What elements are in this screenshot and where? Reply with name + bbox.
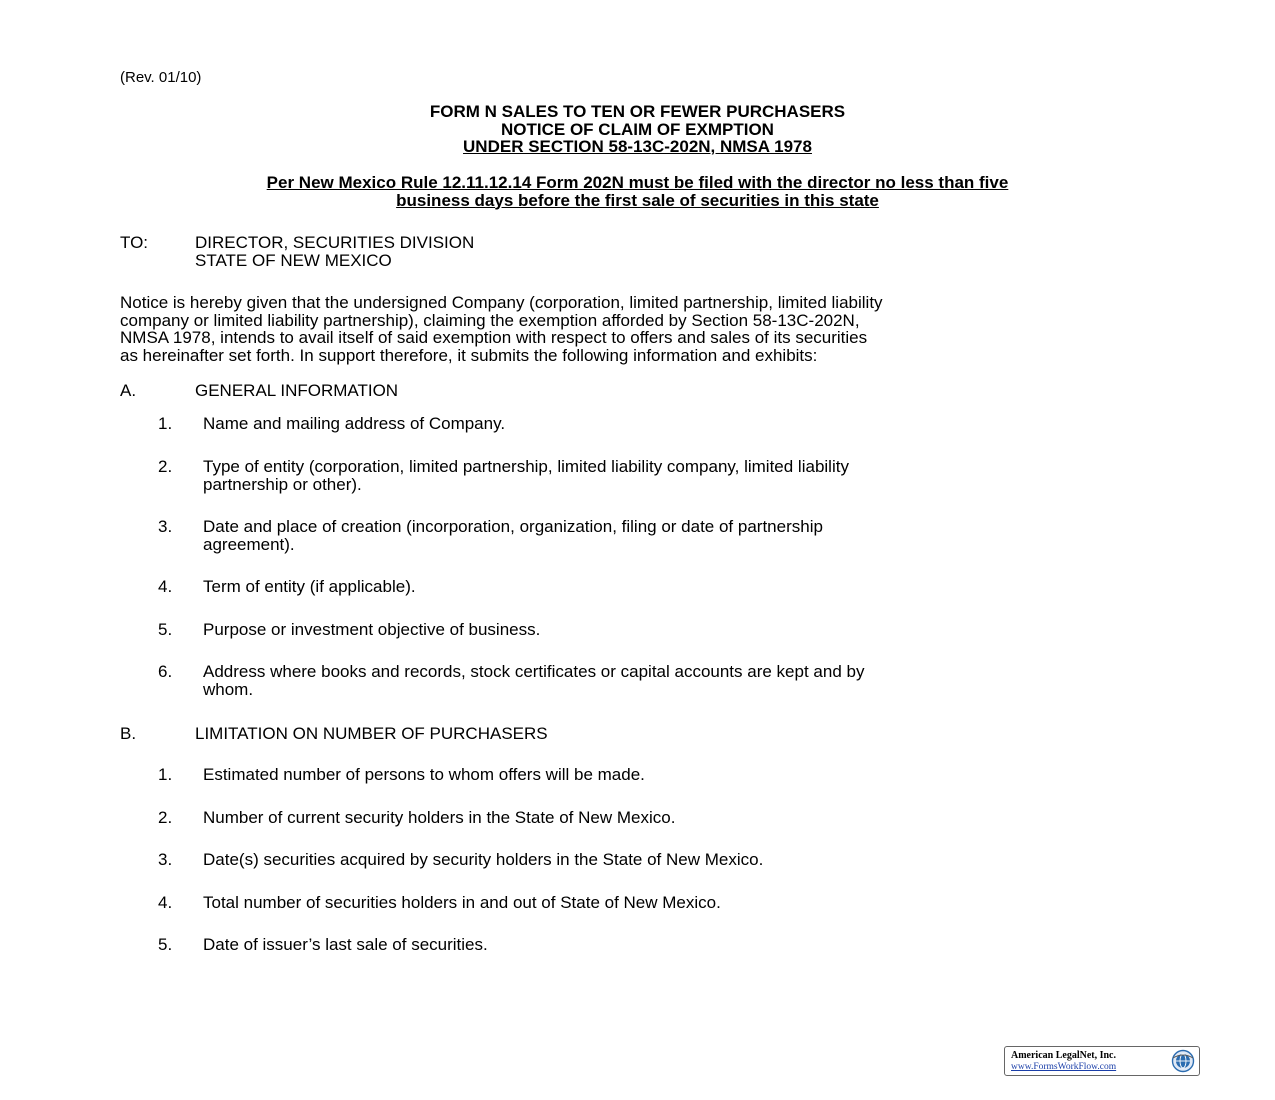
addressee-line-1: DIRECTOR, SECURITIES DIVISION <box>195 233 475 252</box>
item-text: Number of current security holders in the State of New Mexico. <box>203 808 676 827</box>
item-number: 1. <box>158 414 173 433</box>
item-number: 3. <box>158 517 173 536</box>
section-a-letter: A. <box>120 381 137 400</box>
item-number: 3. <box>158 850 173 869</box>
item-number: 2. <box>158 808 173 827</box>
item-text: Address where books and records, stock certificates or capital accounts are kept and by <box>203 662 865 681</box>
section-b-title: LIMITATION ON NUMBER OF PURCHASERS <box>195 724 548 743</box>
item-text: Date(s) securities acquired by security holders in the State of New Mexico. <box>203 850 764 869</box>
globe-icon <box>1171 1049 1195 1073</box>
filing-rule-note-line-2: business days before the first sale of securities in this state <box>396 190 879 210</box>
item-text-continued: whom. <box>203 680 254 699</box>
american-legalnet-logo[interactable] <box>1004 1046 1200 1076</box>
filing-rule-note-line-1: Per New Mexico Rule 12.11.12.14 Form 202N must be filed with the director no less than five <box>266 173 1009 192</box>
logo-company-name: American LegalNet, Inc. <box>1011 1050 1116 1061</box>
intro-line-3: NMSA 1978, intends to avail itself of said exemption with respect to offers and sales of its securities <box>120 328 868 347</box>
item-text: Total number of securities holders in and out of State of New Mexico. <box>203 893 721 912</box>
intro-line-4: as hereinafter set forth. In support therefore, it submits the following information and exhibits: <box>120 345 818 365</box>
revision-label: (Rev. 01/10) <box>120 69 202 86</box>
item-number: 5. <box>158 935 173 954</box>
addressee-line-2: STATE OF NEW MEXICO <box>195 251 392 270</box>
form-title <box>0 103 1275 156</box>
item-text: Date and place of creation (incorporation, organization, filing or date of partnership <box>203 517 823 536</box>
item-text-continued: partnership or other). <box>203 475 362 494</box>
item-number: 1. <box>158 765 173 784</box>
item-text: Type of entity (corporation, limited partnership, limited liability company, limited liability <box>203 457 849 476</box>
item-number: 5. <box>158 620 173 639</box>
form-title-line-2: NOTICE OF CLAIM OF EXMPTION <box>501 119 774 139</box>
item-number: 4. <box>158 577 173 596</box>
section-a-title: GENERAL INFORMATION <box>195 381 399 400</box>
item-number: 6. <box>158 662 173 681</box>
item-text-continued: agreement). <box>203 535 295 554</box>
item-text: Date of issuer’s last sale of securities. <box>203 935 488 954</box>
intro-line-1: Notice is hereby given that the undersigned Company (corporation, limited partnership, limited liability <box>120 293 883 312</box>
item-number: 4. <box>158 893 173 912</box>
item-text: Term of entity (if applicable). <box>203 577 416 596</box>
form-title-line-3: UNDER SECTION 58-13C-202N, NMSA 1978 <box>463 137 812 156</box>
form-title-line-1: FORM N SALES TO TEN OR FEWER PURCHASERS <box>429 102 846 121</box>
addressee-label: TO: <box>120 233 149 252</box>
section-b-letter: B. <box>120 724 137 743</box>
filing-rule-note <box>120 174 1155 209</box>
intro-line-2: company or limited liability partnership), claiming the exemption afforded by Section 58-13C-202N, <box>120 310 860 330</box>
item-text: Estimated number of persons to whom offers will be made. <box>203 765 645 784</box>
item-text: Purpose or investment objective of business. <box>203 620 541 639</box>
item-text: Name and mailing address of Company. <box>203 414 506 433</box>
item-number: 2. <box>158 457 173 476</box>
intro-paragraph <box>120 294 1155 364</box>
logo-website-link[interactable]: www.FormsWorkFlow.com <box>1011 1062 1117 1072</box>
